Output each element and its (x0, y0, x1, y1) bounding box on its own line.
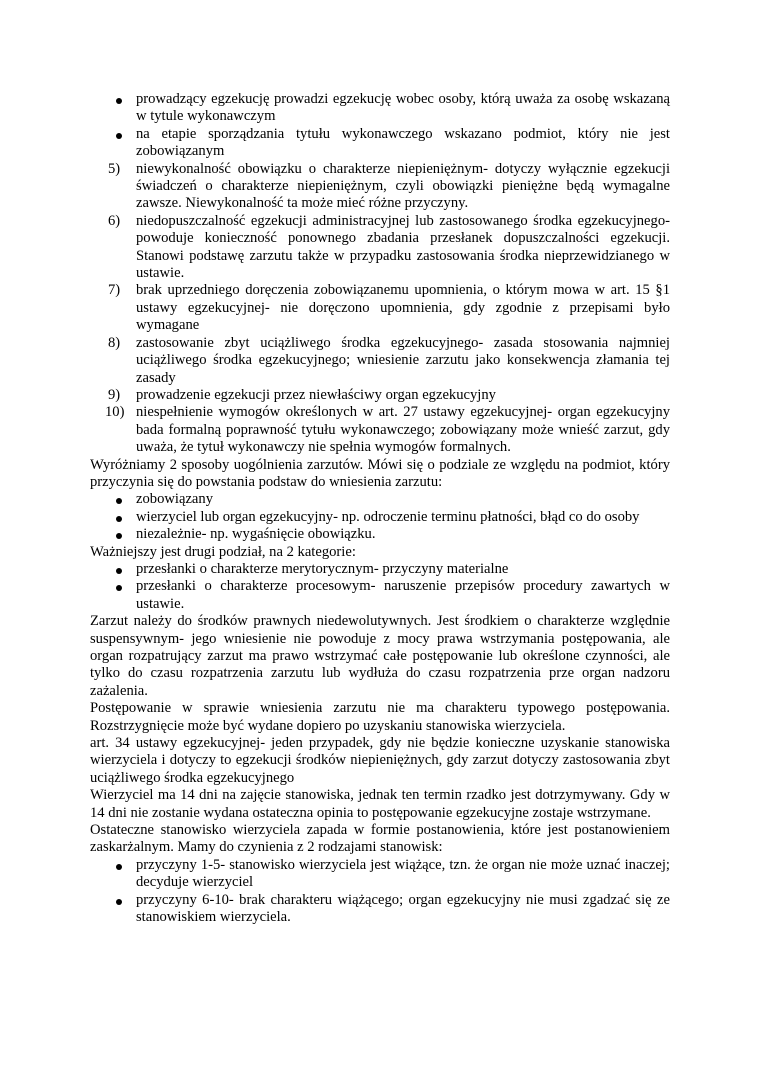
list-number: 6) (108, 212, 121, 229)
list-item (90, 578, 670, 613)
paragraph: Wierzyciel ma 14 dni na zajęcie stanowiska, jednak ten termin rzadko jest dotrzymywany. Gdy w 14 dni nie zostanie wydana ostateczna opinia to postępowanie egzekucyjne zostaje wstrzymane. (90, 787, 670, 821)
list-item (90, 857, 670, 892)
list-number: 7) (108, 282, 121, 299)
list-number: 9) (108, 386, 121, 403)
list-item-text: zastosowanie zbyt uciążliwego środka egzekucyjnego- zasada stosowania najmniej uciążliwego środka egzekucyjnego; wniesienie zarzutu jako konsekwencja złamania tej zasady (136, 334, 670, 386)
list-item (90, 335, 670, 387)
paragraph: Wyróżniamy 2 sposoby uogólnienia zarzutów. Mówi się o podziale ze względu na podmiot, który przyczynia się do powstania podstaw do wniesienia zarzutu: (90, 456, 670, 490)
list-item (90, 509, 670, 526)
bullet-list-positions (90, 857, 670, 927)
list-item (90, 387, 670, 404)
list-item (90, 91, 670, 126)
bullet-icon (116, 585, 122, 591)
list-item-text: niespełnienie wymogów określonych w art. 27 ustawy egzekucyjnej- organ egzekucyjny bada formalną poprawność tytułu wykonawczego; zobowiązany może wnieść zarzut, gdy uważa, że tytuł wykonawczy nie spełnia wymogów formalnych. (136, 404, 670, 456)
bullet-list-top (90, 91, 670, 161)
bullet-icon (116, 498, 122, 504)
list-item-text: przesłanki o charakterze merytorycznym- przyczyny materialne (136, 560, 509, 577)
list-item-text: zobowiązany (136, 491, 213, 508)
list-item-text: przyczyny 6-10- brak charakteru wiążącego; organ egzekucyjny nie musi zgadzać się ze stanowiskiem wierzyciela. (136, 891, 670, 926)
bullet-icon (116, 568, 122, 574)
numbered-list (90, 161, 670, 457)
list-item-text: prowadzenie egzekucji przez niewłaściwy organ egzekucyjny (136, 386, 496, 403)
list-item-text: wierzyciel lub organ egzekucyjny- np. odroczenie terminu płatności, błąd co do osoby (136, 508, 640, 525)
list-item-text: prowadzący egzekucję prowadzi egzekucję wobec osoby, którą uważa za osobę wskazaną w tytule wykonawczym (136, 91, 670, 125)
bullet-icon (116, 98, 122, 104)
list-number: 8) (108, 334, 121, 351)
paragraph: Postępowanie w sprawie wniesienia zarzutu nie ma charakteru typowego postępowania. Rozstrzygnięcie może być wydane dopiero po uzyskaniu stanowiska wierzyciela. (90, 700, 670, 734)
bullet-icon (116, 133, 122, 139)
bullet-icon (116, 516, 122, 522)
list-item-text: niezależnie- np. wygaśnięcie obowiązku. (136, 526, 376, 543)
list-item (90, 404, 670, 456)
list-item-text: brak uprzedniego doręczenia zobowiązanemu upomnienia, o którym mowa w art. 15 §1 ustawy egzekucyjnej- nie doręczono upomnienia, gdy zgodnie z przepisami było wymagane (136, 282, 670, 334)
bullet-icon (116, 864, 122, 870)
paragraph: Zarzut należy do środków prawnych niedewolutywnych. Jest środkiem o charakterze względnie suspensywnym- jego wniesienie nie powoduje z mocy prawa wstrzymania postępowania, ale organ rozpatrujący zarzut ma prawo wstrzymać całe postępowanie lub określone czynności, ale tylko do czasu rozpatrzenia zarzutu lub wydłuża do czasu rozpatrzenia prze organ nadzoru zażalenia. (90, 613, 670, 699)
list-item-text: przyczyny 1-5- stanowisko wierzyciela jest wiążące, tzn. że organ nie może uznać inaczej; decyduje wierzyciel (136, 856, 670, 891)
list-item (90, 161, 670, 213)
list-item (90, 213, 670, 283)
list-item (90, 892, 670, 927)
paragraph: art. 34 ustawy egzekucyjnej- jeden przypadek, gdy nie będzie konieczne uzyskanie stanowiska wierzyciela i dotyczy to egzekucji środków niepieniężnych, gdy zarzut dotyczy zastosowania zbyt uciążliwego środka egzekucyjnego (90, 735, 670, 786)
list-item (90, 282, 670, 334)
list-item (90, 561, 670, 578)
bullet-icon (116, 899, 122, 905)
paragraph: Ważniejszy jest drugi podział, na 2 kategorie: (90, 543, 356, 560)
bullet-list-subjects (90, 491, 670, 543)
list-item-text: niedopuszczalność egzekucji administracyjnej lub zastosowanego środka egzekucyjnego-powoduje konieczność ponownego zbadania przesłanek dopuszczalności egzekucji. Stanowi podstawę zarzutu także w przypadku zastosowania środka nieprzewidzianego w ustawie. (136, 212, 670, 282)
bullet-list-categories (90, 561, 670, 613)
list-item-text: na etapie sporządzania tytułu wykonawczego wskazano podmiot, który nie jest zobowiązanym (136, 125, 670, 160)
paragraph: Ostateczne stanowisko wierzyciela zapada w formie postanowienia, które jest postanowieniem zaskarżalnym. Mamy do czynienia z 2 rodzajami stanowisk: (90, 822, 670, 856)
bullet-icon (116, 533, 122, 539)
list-item-text: niewykonalność obowiązku o charakterze niepieniężnym- dotyczy wyłącznie egzekucji świadczeń o charakterze niepieniężnym, czyli obowiązki pieniężne będą wymagalne zawsze. Niewykonalność ta może mieć różne przyczyny. (136, 160, 670, 212)
list-item (90, 491, 670, 508)
list-item (90, 526, 670, 543)
list-item (90, 126, 670, 161)
list-number: 5) (108, 160, 121, 177)
list-number: 10) (105, 404, 125, 421)
list-item-text: przesłanki o charakterze procesowym- naruszenie przepisów procedury zawartych w ustawie. (136, 578, 670, 612)
